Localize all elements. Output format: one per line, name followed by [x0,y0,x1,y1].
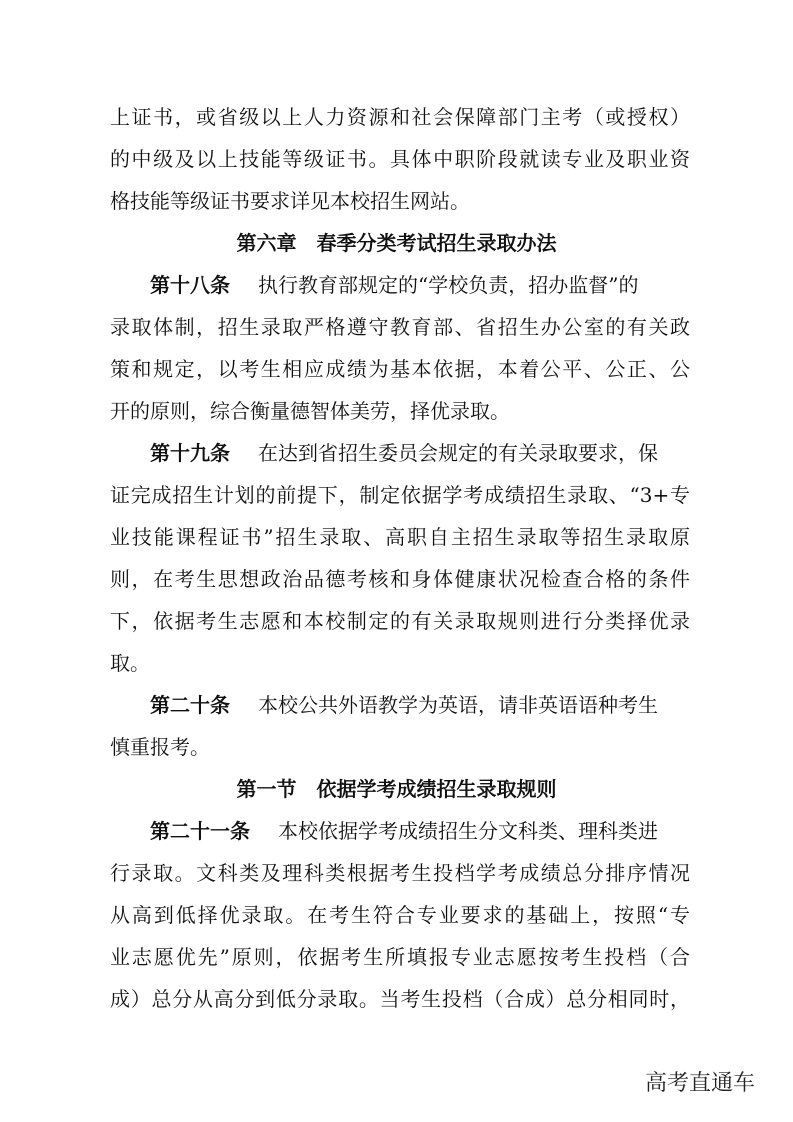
paragraph-line: 策和规定，以考生相应成绩为基本依据，本着公平、公正、公 [110,357,690,381]
article-18-text: 执行教育部规定的“学校负责，招办监督”的 [258,273,639,297]
article-19-first-line [150,439,690,467]
paragraph-line: 成）总分从高分到低分录取。当考生投档（合成）总分相同时， [110,987,690,1011]
article-19-text: 在达到省招生委员会规定的有关录取要求，保 [258,441,658,465]
paragraph-line: 录取体制，招生录取严格遵守教育部、省招生办公室的有关政 [110,315,690,339]
paragraph-line: 行录取。文科类及理科类根据考生投档学考成绩总分排序情况 [110,861,690,885]
article-21-text: 本校依据学考成绩招生分文科类、理科类进 [278,819,658,843]
paragraph-line: 则，在考生思想政治品德考核和身体健康状况检查合格的条件 [110,567,690,591]
article-20-text: 本校公共外语教学为英语，请非英语语种考生 [258,693,658,717]
paragraph-line: 下，依据考生志愿和本校制定的有关录取规则进行分类择优录 [110,609,690,633]
article-18-label: 第十八条 [150,273,230,297]
chapter-heading: 第六章 春季分类考试招生录取办法 [236,231,557,255]
paragraph-line: 上证书，或省级以上人力资源和社会保障部门主考（或授权） [110,105,690,129]
paragraph-line: 从高到低择优录取。在考生符合专业要求的基础上，按照“专 [110,903,690,927]
paragraph-line: 开的原则，综合衡量德智体美劳，择优录取。 [110,399,510,423]
paragraph-line: 业技能课程证书”招生录取、高职自主招生录取等招生录取原 [110,525,690,549]
section-heading: 第一节 依据学考成绩招生录取规则 [236,777,557,801]
paragraph-line: 业志愿优先”原则，依据考生所填报专业志愿按考生投档（合 [110,945,690,969]
article-20-first-line [150,691,690,719]
paragraph-line: 证完成招生计划的前提下，制定依据学考成绩招生录取、“3+专 [110,483,690,507]
paragraph-line: 慎重报考。 [110,735,210,759]
article-21-label: 第二十一条 [150,819,250,843]
article-21-first-line [150,817,690,845]
article-20-label: 第二十条 [150,693,230,717]
paragraph-line: 的中级及以上技能等级证书。具体中职阶段就读专业及职业资 [110,147,690,171]
article-18-first-line [150,271,690,299]
paragraph-line: 格技能等级证书要求详见本校招生网站。 [110,189,470,213]
article-19-label: 第十九条 [150,441,230,465]
watermark: 高考直通车 [645,1071,756,1096]
paragraph-line: 取。 [110,651,150,675]
